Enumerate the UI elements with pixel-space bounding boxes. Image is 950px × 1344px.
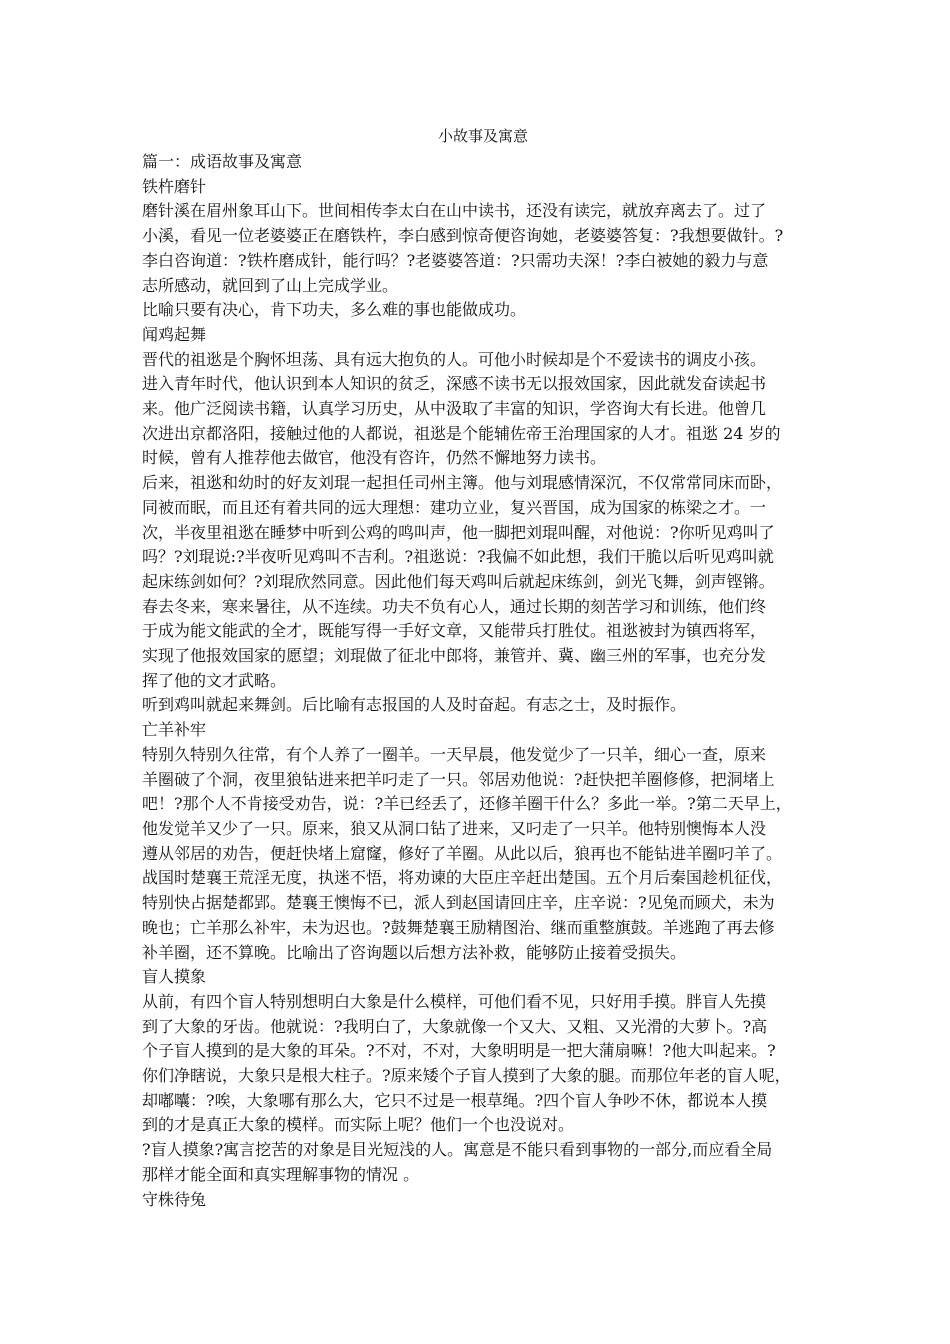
text-line: 吗？?刘琨说:?半夜听见鸡叫不吉利。?祖逖说：?我偏不如此想，我们干脆以后听见鸡叫就 — [142, 547, 774, 567]
story-paragraph — [142, 1138, 814, 1187]
text-line: 时候，曾有人推荐他去做官，他没有咨许，仍然不懈地努力读书。 — [142, 448, 607, 468]
text-line: 进入青年时代，他认识到本人知识的贫乏，深感不读书无以报效国家，因此就发奋读起书 — [142, 374, 767, 394]
story-heading: 守株待兔 — [142, 1189, 207, 1209]
text-line: 李白咨询道：?铁杵磨成针，能行吗？?老婆婆答道：?只需功夫深！?李白被她的毅力与意 — [142, 250, 769, 270]
text-line: 来。他广泛阅读书籍，认真学习历史，从中汲取了丰富的知识，学咨询大有长进。他曾几 — [142, 399, 767, 419]
text-line: 于成为能文能武的全才，既能写得一手好文章，又能带兵打胜仗。祖逖被封为镇西将军， — [142, 621, 767, 641]
text-line: 志所感动，就回到了山上完成学业。 — [142, 275, 399, 295]
text-line: 到了大象的牙齿。他就说：?我明白了，大象就像一个又大、又粗、又光滑的大萝卜。?高 — [142, 1016, 768, 1036]
story-heading: 铁杵磨针 — [142, 176, 207, 196]
text-line: 起床练剑如何？?刘琨欣然同意。因此他们每天鸡叫后就起床练剑，剑光飞舞，剑声铿锵。 — [142, 571, 775, 591]
text-line: 战国时楚襄王荒淫无度，执迷不悟，将劝谏的大臣庄辛赶出楚国。五个月后秦国趁机征伐， — [142, 868, 783, 888]
text-line: 补羊圈，还不算晚。比喻出了咨询题以后想方法补救，能够防止接着受损失。 — [142, 942, 687, 962]
text-line: 实现了他报效国家的愿望；刘琨做了征北中郎将，兼管并、冀、幽三州的军事，也充分发 — [142, 646, 767, 666]
text-line: 那样才能全面和真实理解事物的情况 。 — [142, 1164, 420, 1184]
text-line: 同被而眠，而且还有着共同的远大理想：建功立业，复兴晋国，成为国家的栋梁之才。一 — [142, 497, 767, 517]
story-paragraph — [142, 743, 814, 867]
text-line: 比喻只要有决心，肯下功夫，多么难的事也能做成功。 — [142, 300, 527, 320]
stories-container — [142, 175, 814, 1213]
text-line: 特别快占据楚都郢。楚襄王懊悔不已，派人到赵国请回庄辛，庄辛说：?见兔而顾犬，未为 — [142, 893, 775, 913]
section-heading: 篇一：成语故事及寓意 — [142, 152, 303, 171]
text-line: 挥了他的文才武略。 — [142, 670, 287, 690]
text-line: 晋代的祖逖是个胸怀坦荡、具有远大抱负的人。可他小时候却是个不爱读书的调皮小孩。 — [142, 349, 767, 369]
story-paragraph — [142, 199, 814, 298]
story-paragraph — [142, 866, 814, 965]
text-line: 他发觉羊又少了一只。原来，狼又从洞口钻了进来，又叼走了一只羊。他特别懊悔本人没 — [142, 818, 767, 838]
text-line: 到的才是真正大象的模样。而实际上呢？他们一个也没说对。 — [142, 1115, 575, 1135]
text-line: 次，半夜里祖逖在睡梦中听到公鸡的鸣叫声，他一脚把刘琨叫醒，对他说：?你听见鸡叫了 — [142, 522, 775, 542]
text-line: 小溪，看见一位老婆婆正在磨铁杵，李白感到惊奇便咨询她，老婆婆答复：?我想要做针。? — [142, 226, 784, 246]
story-paragraph — [142, 298, 814, 323]
text-line: 你们净瞎说，大象只是根大柱子。?原来矮个子盲人摸到了大象的腿。而那位年老的盲人呢， — [142, 1066, 791, 1086]
story-heading: 闻鸡起舞 — [142, 324, 207, 344]
document-title: 小故事及寓意 — [437, 127, 528, 145]
story-heading: 亡羊补牢 — [142, 720, 207, 740]
story-paragraph — [142, 471, 814, 693]
text-line: 却嘟囔：?唉，大象哪有那么大，它只不过是一根草绳。?四个盲人争吵不休，都说本人摸 — [142, 1090, 768, 1110]
text-line: 遵从邻居的劝告，便赶快堵上窟窿，修好了羊圈。从此以后，狼再也不能钻进羊圈叼羊了。 — [142, 843, 783, 863]
text-line: 次进出京都洛阳，接触过他的人都说，祖逖是个能辅佐帝王治理国家的人才。祖逖 24 岁的 — [142, 423, 781, 443]
story-paragraph — [142, 990, 814, 1138]
text-line: ?盲人摸象?寓言挖苦的对象是目光短浅的人。寓意是不能只看到事物的一部分,而应看全局 — [142, 1140, 773, 1160]
document-page — [142, 124, 814, 1212]
text-line: 特别久特别久往常，有个人养了一圈羊。一天早晨，他发觉少了一只羊，细心一查，原来 — [142, 744, 767, 764]
text-line: 听到鸡叫就起来舞剑。后比喻有志报国的人及时奋起。有志之士，及时振作。 — [142, 695, 687, 715]
text-line: 磨针溪在眉州象耳山下。世间相传李太白在山中读书，还没有读完，就放弃离去了。过了 — [142, 201, 767, 221]
text-line: 后来，祖逖和幼时的好友刘琨一起担任司州主簿。他与刘琨感情深沉，不仅常常同床而卧， — [142, 473, 783, 493]
text-line: 晚也；亡羊那么补牢，未为迟也。?鼓舞楚襄王励精图治、继而重整旗鼓。羊逃跑了再去修 — [142, 917, 775, 937]
story-heading: 盲人摸象 — [142, 967, 207, 987]
story-paragraph — [142, 348, 814, 472]
text-line: 羊圈破了个洞，夜里狼钻进来把羊叼走了一只。邻居劝他说：?赶快把羊圈修修，把洞堵上 — [142, 769, 775, 789]
text-line: 个子盲人摸到的是大象的耳朵。?不对，不对，大象明明是一把大蒲扇嘛！?他大叫起来。? — [142, 1041, 776, 1061]
text-line: 春去冬来，寒来暑往，从不连续。功夫不负有心人，通过长期的刻苦学习和训练，他们终 — [142, 596, 767, 616]
text-line: 吧！?那个人不肯接受劝告，说：?羊已经丢了，还修羊圈干什么？多此一举。?第二天早上， — [142, 794, 792, 814]
story-paragraph — [142, 693, 814, 718]
text-line: 从前，有四个盲人特别想明白大象是什么模样，可他们看不见，只好用手摸。胖盲人先摸 — [142, 991, 767, 1011]
